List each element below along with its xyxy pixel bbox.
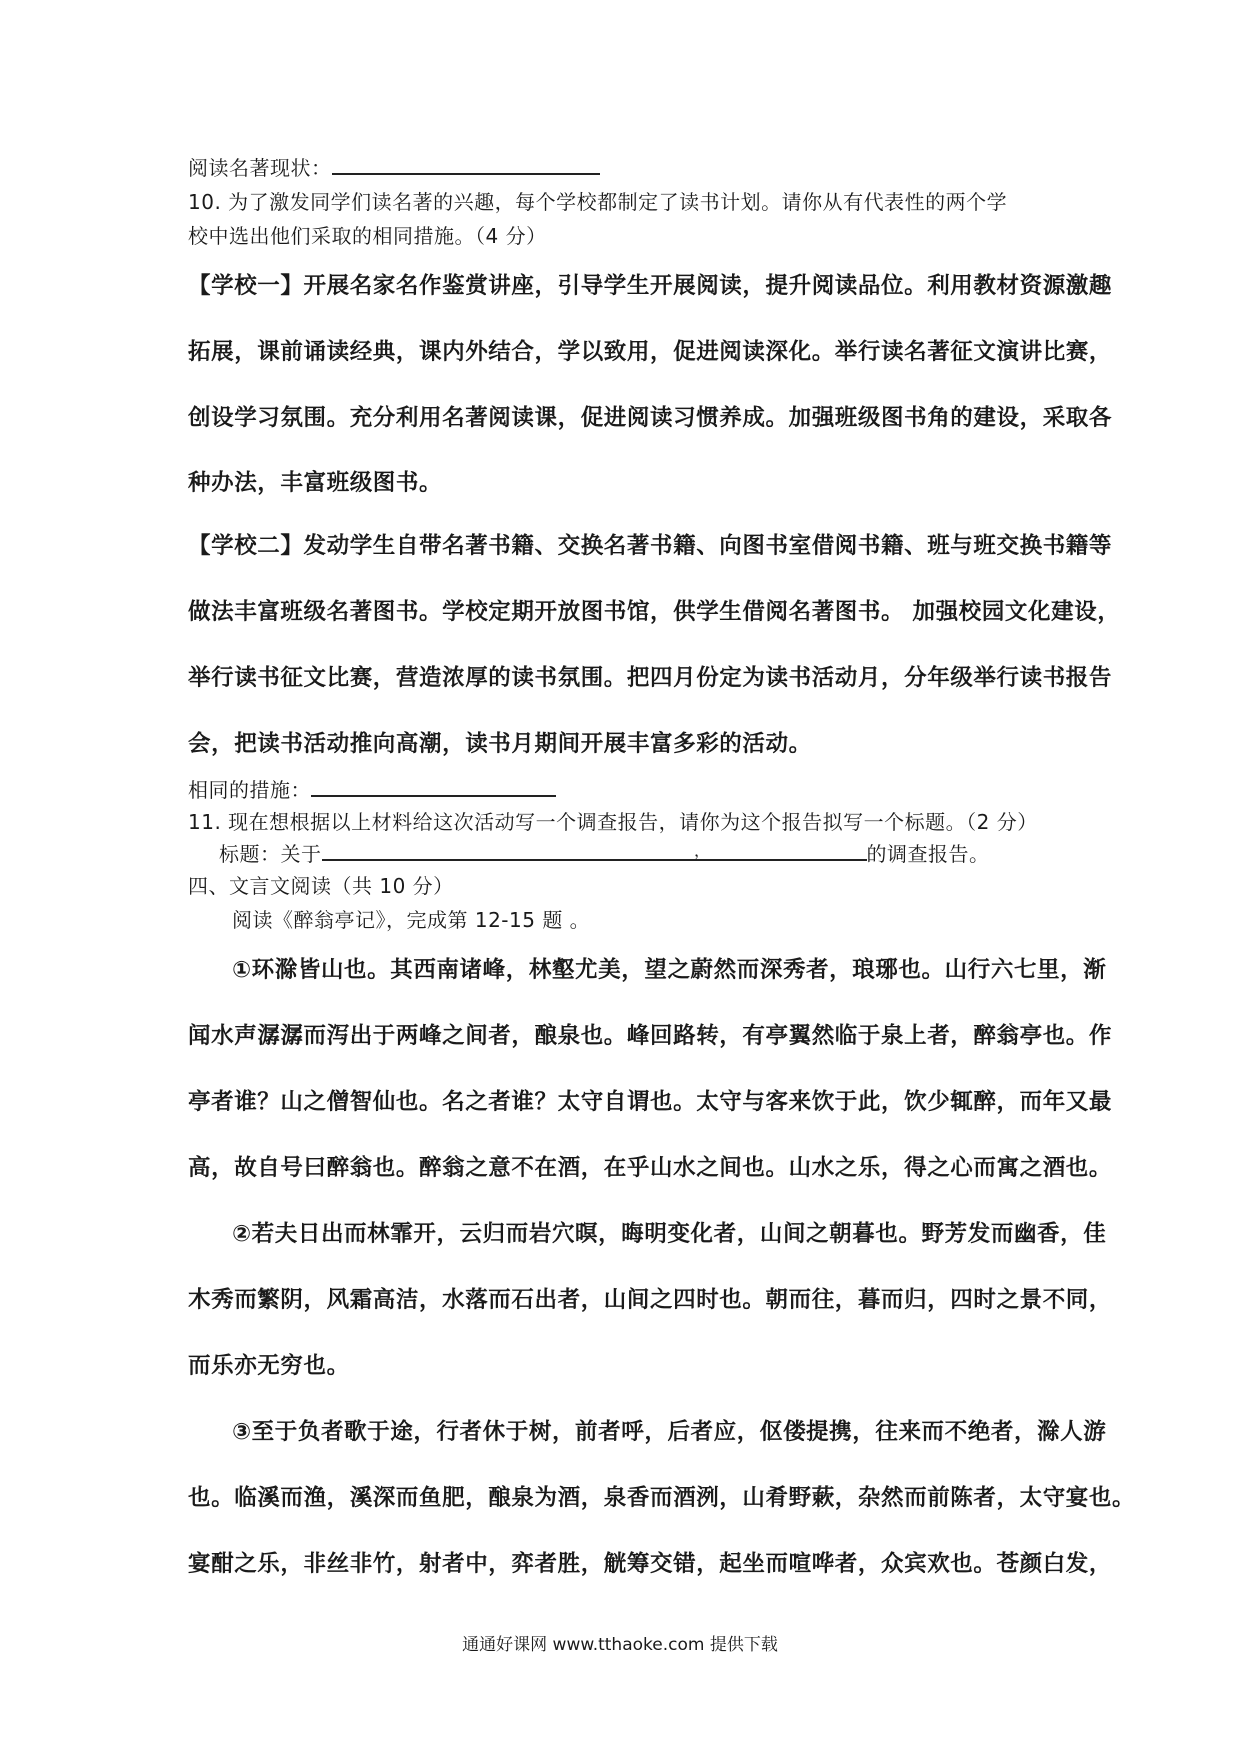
reading-status-line [188,152,600,181]
section4-heading: 四、文言文阅读（共 10 分） [188,874,454,898]
q11-title-comma: ， [694,841,711,860]
reading-status-label: 阅读名著现状： [188,156,332,180]
school2-line-1: 【学校二】发动学生自带名著书籍、交换名著书籍、向图书室借阅书籍、班与班交换书籍等 [188,533,1113,559]
school1-line-4: 种办法，丰富班级图书。 [188,470,443,496]
passage-p1-line-4: 高，故自号曰醉翁也。醉翁之意不在酒，在乎山水之间也。山水之乐，得之心而寓之酒也。 [188,1155,1113,1181]
q11-title-suffix: 的调查报告。 [866,842,990,866]
passage-p2-line-2: 木秀而繁阴，风霜高洁，水落而石出者，山间之四时也。朝而往，暮而归，四时之景不同， [188,1287,1113,1313]
passage-p1-line-3: 亭者谁？山之僧智仙也。名之者谁？太守自谓也。太守与客来饮于此，饮少辄醉，而年又最 [188,1089,1113,1115]
school2-line-3: 举行读书征文比赛，营造浓厚的读书氛围。把四月份定为读书活动月，分年级举行读书报告 [188,665,1113,691]
q11-title-line [219,838,990,867]
same-measures-line [188,774,556,803]
passage-p3-line-1: ③至于负者歌于途，行者休于树，前者呼，后者应，伛偻提携，往来而不绝者，滁人游 [232,1419,1107,1445]
q10-line-1: 10. 为了激发同学们读名著的兴趣，每个学校都制定了读书计划。请你从有代表性的两个学 [188,190,1008,214]
school1-line-3: 创设学习氛围。充分利用名著阅读课，促进阅读习惯养成。加强班级图书角的建设，采取各 [188,405,1113,431]
q11-line-1: 11. 现在想根据以上材料给这次活动写一个调查报告，请你为这个报告拟写一个标题。（2 分） [188,810,1038,834]
passage-p3-line-2: 也。临溪而渔，溪深而鱼肥，酿泉为酒，泉香而酒洌，山肴野蔌，杂然而前陈者，太守宴也。 [188,1485,1136,1511]
q10-line-2: 校中选出他们采取的相同措施。（4 分） [188,224,547,248]
same-measures-label: 相同的措施： [188,778,311,802]
reading-status-blank[interactable] [332,153,600,175]
passage-p1-line-2: 闻水声潺潺而泻出于两峰之间者，酿泉也。峰回路转，有亭翼然临于泉上者，醉翁亭也。作 [188,1023,1113,1049]
school2-line-4: 会，把读书活动推向高潮，读书月期间开展丰富多彩的活动。 [188,731,812,757]
section4-instruction: 阅读《醉翁亭记》，完成第 12-15 题 。 [232,908,591,932]
passage-p2-line-1: ②若夫日出而林霏开，云归而岩穴暝，晦明变化者，山间之朝暮也。野芳发而幽香，佳 [232,1221,1107,1247]
footer-download-note: 通通好课网 www.tthaoke.com 提供下载 [462,1635,778,1655]
same-measures-blank[interactable] [311,775,556,797]
passage-p2-line-3: 而乐亦无穷也。 [188,1353,350,1379]
school2-line-2: 做法丰富班级名著图书。学校定期开放图书馆，供学生借阅名著图书。 加强校园文化建设， [188,599,1121,625]
passage-p3-line-3: 宴酣之乐，非丝非竹，射者中，弈者胜，觥筹交错，起坐而喧哗者，众宾欢也。苍颜白发， [188,1551,1113,1577]
passage-p1-line-1: ①环滁皆山也。其西南诸峰，林壑尤美，望之蔚然而深秀者，琅琊也。山行六七里，渐 [232,957,1107,983]
school1-line-2: 拓展，课前诵读经典，课内外结合，学以致用，促进阅读深化。举行读名著征文演讲比赛， [188,339,1113,365]
q11-title-prefix: 标题：关于 [219,842,322,866]
q11-title-blank[interactable] [322,839,867,861]
school1-line-1: 【学校一】开展名家名作鉴赏讲座，引导学生开展阅读，提升阅读品位。利用教材资源激趣 [188,273,1113,299]
